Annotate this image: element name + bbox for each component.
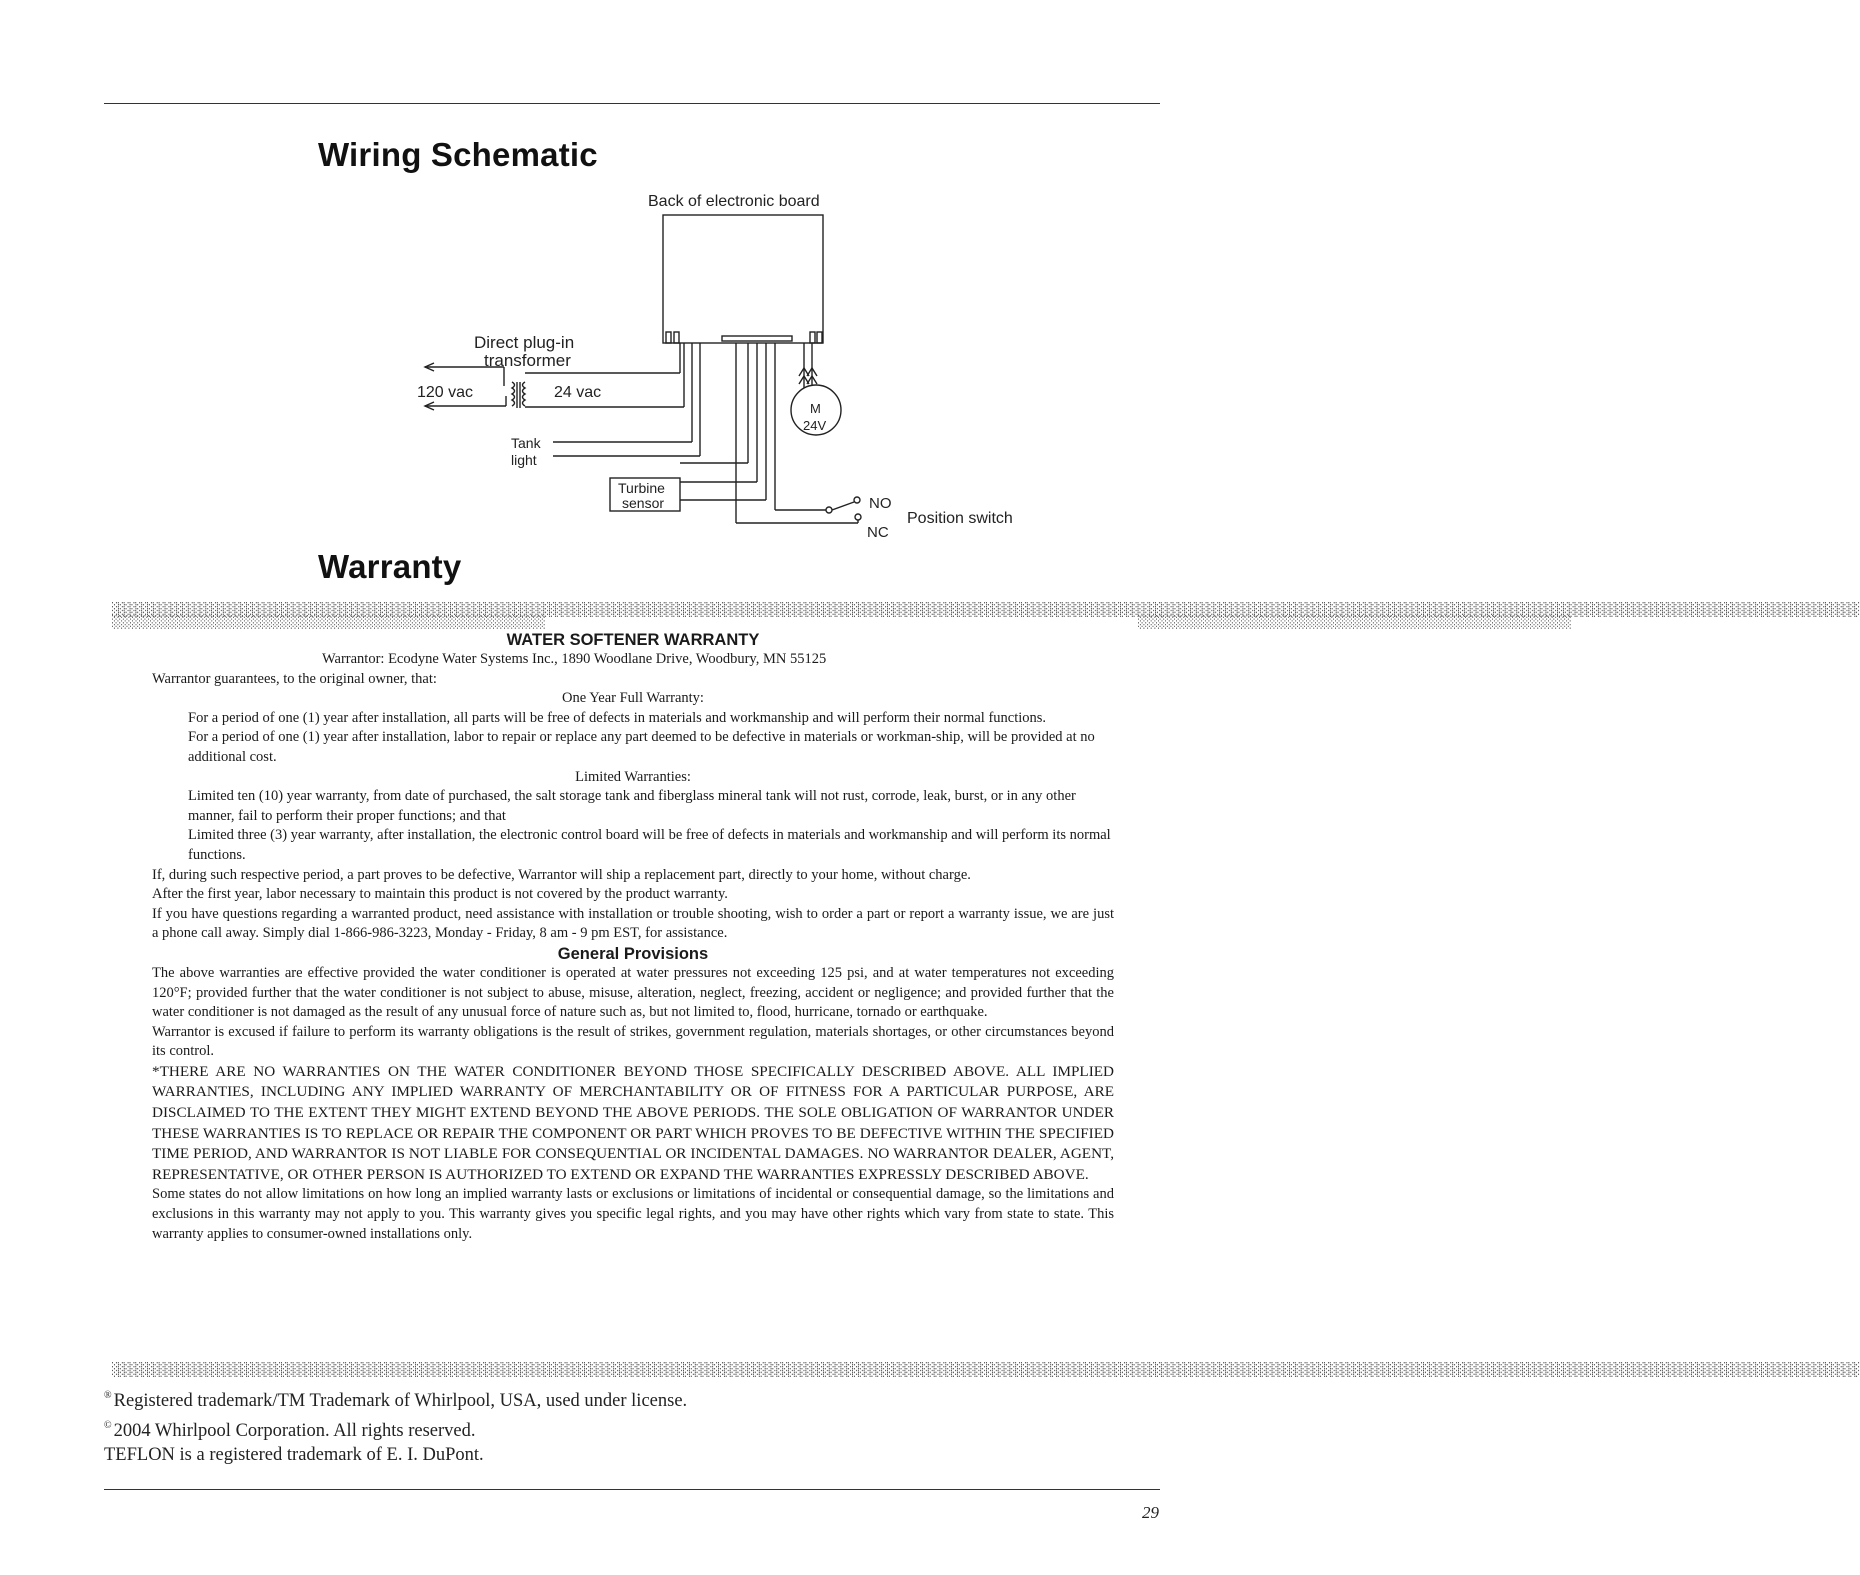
turbine-sensor-label-line1: Turbine	[618, 480, 665, 496]
nc-label: NC	[867, 524, 889, 541]
footer-notes	[104, 1384, 687, 1468]
warranty-title: Warranty	[318, 548, 462, 585]
no-label: NO	[869, 495, 892, 512]
bottom-rule	[104, 1489, 1160, 1490]
general-excused-paragraph: Warrantor is excused if failure to perform its warranty obligations is the result of strikes, government regulation, materials shortages, or other circumstances beyond its control.	[152, 1023, 1114, 1060]
guarantee-intro: Warrantor guarantees, to the original owner, that:	[152, 670, 437, 687]
full-warranty-labor: For a period of one (1) year after installation, labor to repair or replace any part deemed to be defective in materials or workman-ship, will be provided at no additional cost.	[188, 729, 1095, 765]
transformer-secondary-coil	[523, 382, 526, 406]
board-pin	[674, 332, 679, 343]
board-pin	[810, 332, 815, 343]
general-provisions-heading: General Provisions	[557, 944, 709, 963]
general-effective-paragraph: The above warranties are effective provided the water conditioner is operated at water pressures not exceeding 125 psi, and at water temperatures not exceeding 120°F; provided further that the water conditioner is not subject to abuse, misuse, alteration, neglect, freezing, accident or negligence; and provided further that the water conditioner is not damaged as the result of any unusual force of nature such as, but not limited to, flood, hurricane, tornado or earthquake.	[152, 964, 1114, 1021]
full-warranty-parts: For a period of one (1) year after installation, all parts will be free of defects in materials and workmanship and will perform their normal functions.	[188, 709, 1047, 726]
full-warranty-heading: One Year Full Warranty:	[562, 690, 704, 707]
states-paragraph: Some states do not allow limitations on how long an implied warranty lasts or exclusions or limitations of incidental or consequential damage, so the limitations and exclusions in this warranty may not apply to you. This warranty gives you specific legal rights, and you may have other rights which vary from state to state. This warranty applies to consumer-owned installations only.	[152, 1186, 1114, 1242]
board-pin	[817, 332, 822, 343]
vac-120-label: 120 vac	[417, 384, 474, 401]
wiring-schematic-title: Wiring Schematic	[318, 136, 598, 173]
wiring-schematic-diagram	[380, 180, 1080, 560]
warranty-box	[112, 602, 1860, 1380]
transformer-label-line1: Direct plug-in	[474, 333, 575, 352]
zigzag-border-right: ░░░░░░░░░░░░░░░░░░░░░░░░░░░░░░░░░░░░░░░░░░░░░░░░░░░░░░░░░░░░	[1138, 615, 1572, 629]
transformer-primary-coil	[512, 382, 515, 406]
vac-24-label: 24 vac	[554, 384, 602, 401]
position-switch-label: Position switch	[907, 510, 1013, 527]
replacement-paragraph: If, during such respective period, a part proves to be defective, Warrantor will ship a replacement part, directly to your home, without charge.	[152, 866, 971, 883]
warranty-content	[152, 630, 1114, 1244]
registered-text: Registered trademark/TM Trademark of Whirlpool, USA, used under license.	[113, 1391, 688, 1411]
warranty-box-title: WATER SOFTENER WARRANTY	[506, 631, 760, 649]
board-connector-strip	[722, 336, 792, 341]
copyright-symbol: ©	[104, 1419, 112, 1431]
copyright-note	[104, 1414, 687, 1444]
electronic-board	[663, 215, 823, 343]
top-rule	[104, 103, 1160, 104]
limited-ten-year: Limited ten (10) year warranty, from date of purchased, the salt storage tank and fiberglass mineral tank will not rust, corrode, leak, burst, or in any other manner, fail to perform their proper functions; and that	[188, 788, 1076, 824]
tank-light-label-line1: Tank	[511, 435, 541, 451]
limited-warranties-heading: Limited Warranties:	[575, 768, 691, 785]
warrantor-line: Warrantor: Ecodyne Water Systems Inc., 1890 Woodlane Drive, Woodbury, MN 55125	[322, 651, 827, 667]
copyright-text: 2004 Whirlpool Corporation. All rights reserved.	[113, 1420, 476, 1441]
questions-paragraph: If you have questions regarding a warranted product, need assistance with installation or trouble shooting, wish to order a part or report a warranty issue, we are just a phone call away. Simply dial 1-866-986-3223, Monday - Friday, 8 am - 9 pm EST, for assistance.	[152, 905, 1114, 942]
disclaimer-paragraph: *THERE ARE NO WARRANTIES ON THE WATER CONDITIONER BEYOND THOSE SPECIFICALLY DESCRIBED ABOVE. ALL IMPLIED WARRANTIES, INCLUDING ANY IMPLIED WARRANTY OF MERCHANTABILITY OR OF FITNESS FOR A PARTICULAR PURPOSE, ARE DISCLAIMED TO THE EXTENT THEY MIGHT EXTEND BEYOND THE ABOVE PERIODS. THE SOLE OBLIGATION OF WARRANTOR UNDER THESE WARRANTIES IS TO REPLACE OR REPAIR THE COMPONENT OR PART WHICH PROVES TO BE DEFECTIVE WITHIN THE SPECIFIED TIME PERIOD, AND WARRANTOR IS NOT LIABLE FOR CONSEQUENTIAL OR INCIDENTAL DAMAGES. NO WARRANTOR DEALER, AGENT, REPRESENTATIVE, OR OTHER PERSON IS AUTHORIZED TO EXTEND OR EXPAND THE WARRANTIES EXPRESSLY DESCRIBED ABOVE.	[152, 1062, 1114, 1183]
motor-label-24v: 24V	[803, 418, 827, 433]
motor-label-m: M	[810, 401, 821, 416]
teflon-note: TEFLON is a registered trademark of E. I. DuPont.	[104, 1445, 484, 1465]
transformer-label-line2: transformer	[484, 351, 571, 370]
zigzag-border-bottom: ░░░░░░░░░░░░░░░░░░░░░░░░░░░░░░░░░░░░░░░░░░░░░░░░░░░░░░░░░░░░░░░░░░░░░░░░░░░░░░░░░░░░░░░░░░░░░░░░░░░░░░░░░░░░░░░░░░░░░░░░░░░░░░░░░░░░░░░░░░░░░░░░░░░░░░░░░░░░░░░░░░░░░░░░░░░░░░░░░░░░░░░░░░░░░░░░░░░░░░░░░░░░░░░░░░░░░░░░░░░░░░░░░░░░░░░░░░░░░░░░░░░░░░░░░░░░░░░░░░░░░░░░░░░░░░░░░░░░░░░░░░░░░░░░░░░░░░░░░░░░	[112, 1363, 1860, 1378]
page-number: 29	[1142, 1503, 1159, 1522]
zigzag-border-top: ░░░░░░░░░░░░░░░░░░░░░░░░░░░░░░░░░░░░░░░░░░░░░░░░░░░░░░░░░░░░░░░░░░░░░░░░░░░░░░░░░░░░░░░░░░░░░░░░░░░░░░░░░░░░░░░░░░░░░░░░░░░░░░░░░░░░░░░░░░░░░░░░░░░░░░░░░░░░░░░░░░░░░░░░░░░░░░░░░░░░░░░░░░░░░░░░░░░░░░░░░░░░░░░░░░░░░░░░░░░░░░░░░░░░░░░░░░░░░░░░░░░░░░░░░░░░░░░░░░░░░░░░░░░░░░░░░░░░░░░░░░░░░░░░░░░░░░░░░░░░	[112, 603, 1860, 618]
switch-lever	[832, 502, 854, 510]
registered-trademark-note	[104, 1384, 687, 1414]
board-label: Back of electronic board	[648, 193, 820, 210]
limited-three-year: Limited three (3) year warranty, after installation, the electronic control board will be free of defects in materials and workmanship and will perform its normal functions.	[188, 827, 1111, 863]
registered-symbol: ®	[104, 1390, 112, 1401]
labor-after-paragraph: After the first year, labor necessary to maintain this product is not covered by the product warranty.	[152, 886, 728, 903]
zigzag-border-left: ░░░░░░░░░░░░░░░░░░░░░░░░░░░░░░░░░░░░░░░░░░░░░░░░░░░░░░░░░░░░	[112, 615, 546, 629]
turbine-sensor-label-line2: sensor	[622, 495, 665, 511]
board-pin	[666, 332, 671, 343]
tank-light-label-line2: light	[511, 452, 537, 468]
